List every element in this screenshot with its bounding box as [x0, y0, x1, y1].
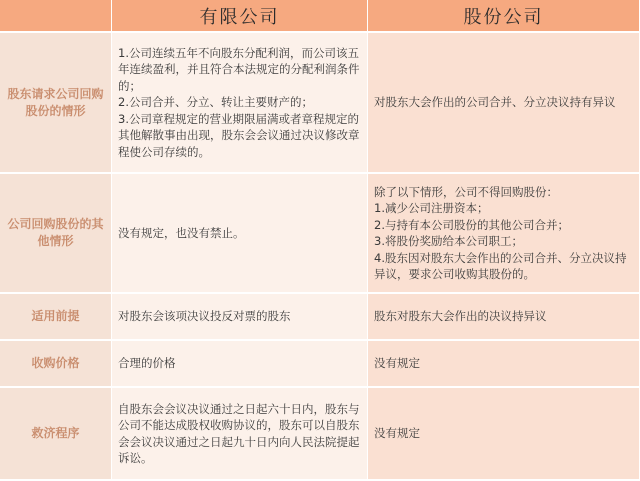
row-label-price: 收购价格 — [0, 341, 112, 388]
jsc-price: 没有规定 — [368, 341, 640, 388]
jsc-precondition: 股东对股东大会作出的决议持异议 — [368, 294, 640, 341]
row-label-precondition: 适用前提 — [0, 294, 112, 341]
llc-price: 合理的价格 — [112, 341, 368, 388]
row-label-remedy: 救济程序 — [0, 388, 112, 481]
jsc-repurchase-request: 对股东大会作出的公司合并、分立决议持有异议 — [368, 33, 640, 174]
llc-repurchase-request: 1.公司连续五年不向股东分配利润，而公司该五年连续盈利，并且符合本法规定的分配利润条件的； 2.公司合并、分立、转让主要财产的； 3.公司章程规定的营业期限届满或者章程规定的其他解散事由出现，股东会会议通过决议修改章程使公司存续的。 — [112, 33, 368, 174]
llc-other-repurchase: 没有规定，也没有禁止。 — [112, 174, 368, 294]
header-jsc: 股份公司 — [368, 0, 640, 33]
header-corner — [0, 0, 112, 33]
llc-remedy: 自股东会会议决议通过之日起六十日内，股东与公司不能达成股权收购协议的，股东可以自股东会会议决议通过之日起九十日内向人民法院提起诉讼。 — [112, 388, 368, 481]
header-llc: 有限公司 — [112, 0, 368, 33]
row-label-other-repurchase: 公司回购股份的其他情形 — [0, 174, 112, 294]
jsc-remedy: 没有规定 — [368, 388, 640, 481]
jsc-other-repurchase: 除了以下情形，公司不得回购股份： 1.减少公司注册资本； 2.与持有本公司股份的其他公司合并； 3.将股份奖励给本公司职工； 4.股东因对股东大会作出的公司合并、分立决议持异议，要求公司收购其股份的。 — [368, 174, 640, 294]
row-label-repurchase-request: 股东请求公司回购股份的情形 — [0, 33, 112, 174]
llc-precondition: 对股东会该项决议投反对票的股东 — [112, 294, 368, 341]
